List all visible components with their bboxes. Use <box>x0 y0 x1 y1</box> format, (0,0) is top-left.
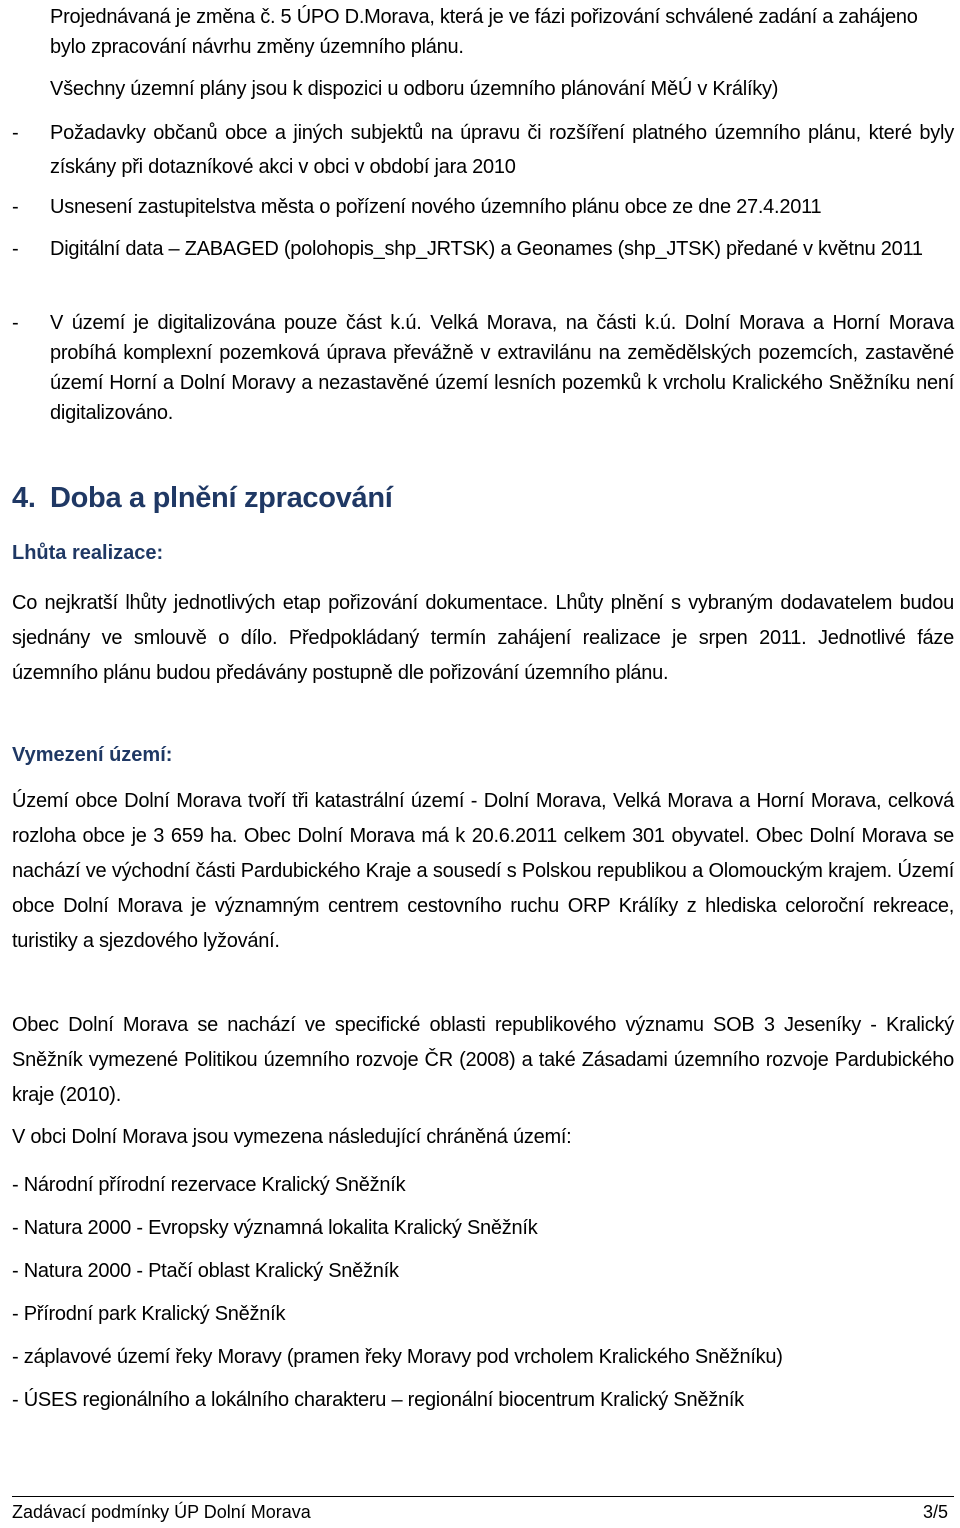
protected-area-item: - záplavové území řeky Moravy (pramen řeky Moravy pod vrcholem Kralického Sněžníku) <box>12 1346 783 1368</box>
list-dash: - <box>12 312 19 334</box>
section-number: 4. <box>12 482 36 514</box>
list-dash: - <box>12 122 19 144</box>
area-paragraph-sob: Obec Dolní Morava se nachází ve specifické oblasti republikového významu SOB 3 Jeseníky - Kralický Sněžník vymezené Politikou územního rozvoje ČR (2008) a také Zásadami územního rozvoje Pardubického kraje (2010). <box>12 1014 954 1106</box>
page-number: 3/5 <box>922 1502 948 1522</box>
list-dash: - <box>12 196 19 218</box>
source-text: V území je digitalizována pouze část k.ú. Velká Morava, na části k.ú. Dolní Morava a Horní Morava probíhá komplexní pozemková úprava převážně v extravilánu na zemědělských pozemcích, zastavěné území Horní a Dolní Moravy a nezastavěné území lesních pozemků k vrcholu Kralického Sněžníku není digitalizováno. <box>50 312 954 424</box>
list-dash: - <box>12 238 19 260</box>
deadline-paragraph: Co nejkratší lhůty jednotlivých etap pořizování dokumentace. Lhůty plnění s vybraným dodavatelem budou sjednány ve smlouvě o dílo. Předpokládaný termín zahájení realizace je srpen 2011. Jednotlivé fáze územního plánu budou předávány postupně dle pořizování územního plánu. <box>12 592 954 684</box>
page-footer <box>12 1502 948 1523</box>
deadline-heading: Lhůta realizace: <box>12 542 164 564</box>
protected-area-item: - ÚSES regionálního a lokálního charakteru – regionální biocentrum Kralický Sněžník <box>12 1389 744 1411</box>
area-heading: Vymezení území: <box>12 744 173 766</box>
source-text: Digitální data – ZABAGED (polohopis_shp_JRTSK) a Geonames (shp_JTSK) předané v květnu 2011 <box>50 238 923 260</box>
source-text: Požadavky občanů obce a jiných subjektů na úpravu či rozšíření platného územního plánu, které byly získány při dotazníkové akci v obci v období jara 2010 <box>50 122 954 178</box>
intro-paragraph: Projednávaná je změna č. 5 ÚPO D.Morava, která je ve fázi pořizování schválené zadání a zahájeno bylo zpracování návrhu změny územního plánu. <box>50 6 918 58</box>
protected-area-item: - Natura 2000 - Ptačí oblast Kralický Sněžník <box>12 1260 399 1282</box>
intro-note: Všechny územní plány jsou k dispozici u odboru územního plánování MěÚ v Králíky) <box>50 78 779 100</box>
area-paragraph: Území obce Dolní Morava tvoří tři katastrální území - Dolní Morava, Velká Morava a Horní Morava, celková rozloha obce je 3 659 ha. Obec Dolní Morava má k 20.6.2011 celkem 301 obyvatel. Obec Dolní Morava se nachází ve východní části Pardubického Kraje a sousedí s Polskou republikou a Olomouckým krajem. Území obce Dolní Morava je významným centrem cestovního ruchu ORP Králíky z hlediska celoroční rekreace, turistiky a sjezdového lyžování. <box>12 790 954 952</box>
document-page <box>12 0 954 1528</box>
protected-intro: V obci Dolní Morava jsou vymezena následující chráněná území: <box>12 1126 572 1148</box>
protected-area-item: - Natura 2000 - Evropsky významná lokalita Kralický Sněžník <box>12 1217 538 1239</box>
footer-divider <box>12 1496 954 1497</box>
protected-area-item: - Přírodní park Kralický Sněžník <box>12 1303 286 1325</box>
section-heading <box>12 482 954 515</box>
section-title: Doba a plnění zpracování <box>50 482 393 514</box>
source-text: Usnesení zastupitelstva města o pořízení nového územního plánu obce ze dne 27.4.2011 <box>50 196 822 218</box>
protected-area-item: - Národní přírodní rezervace Kralický Sněžník <box>12 1174 406 1196</box>
footer-title: Zadávací podmínky ÚP Dolní Morava <box>12 1502 311 1522</box>
